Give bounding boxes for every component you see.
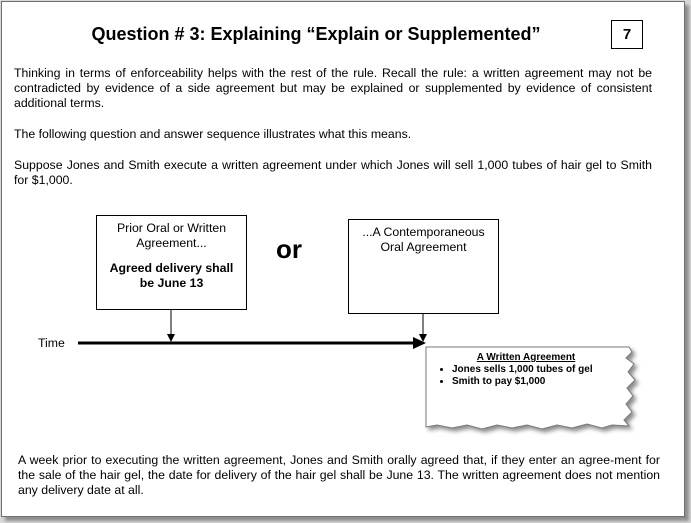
time-label: Time	[38, 336, 65, 350]
written-agreement-list	[434, 364, 610, 388]
list-item: • Jones sells 1,000 tubes of gel	[452, 364, 610, 376]
prior-arrowhead	[167, 334, 175, 342]
written-agreement-title: A Written Agreement	[476, 352, 576, 363]
prior-agreement-box	[96, 215, 247, 310]
or-label: or	[276, 234, 302, 264]
paragraph-rule: Thinking in terms of enforceability helps with the rest of the rule. Recall the rule: a written agreement may not be contradicted by evidence of a side agreement but may be explained or supplemented by evidence of consistent additional terms.	[14, 66, 652, 110]
contemporaneous-agreement-box	[348, 219, 499, 314]
paragraph-oral-agreement: A week prior to executing the written agreement, Jones and Smith orally agreed that, if they enter an agree-ment for the sale of the hair gel, the date for delivery of the hair gel shall be June 13. The written agreement does not mention any delivery date at all.	[18, 453, 660, 497]
slide	[1, 1, 685, 517]
slide-title: Question # 3: Explaining “Explain or Supplemented”	[91, 24, 541, 44]
page-number: 7	[611, 20, 643, 49]
contemp-box-label: ...A Contemporaneous Oral Agreement	[362, 225, 485, 254]
prior-box-bold: Agreed delivery shall be June 13	[109, 261, 234, 290]
paragraph-sequence: The following question and answer sequence illustrates what this means.	[14, 127, 412, 141]
prior-box-label: Prior Oral or Written Agreement...	[116, 221, 227, 250]
list-item: • Smith to pay $1,000	[452, 376, 610, 388]
written-agreement-content	[434, 352, 610, 388]
paragraph-supposition: Suppose Jones and Smith execute a written agreement under which Jones will sell 1,000 tubes of hair gel to Smith for $1,000.	[14, 158, 652, 187]
